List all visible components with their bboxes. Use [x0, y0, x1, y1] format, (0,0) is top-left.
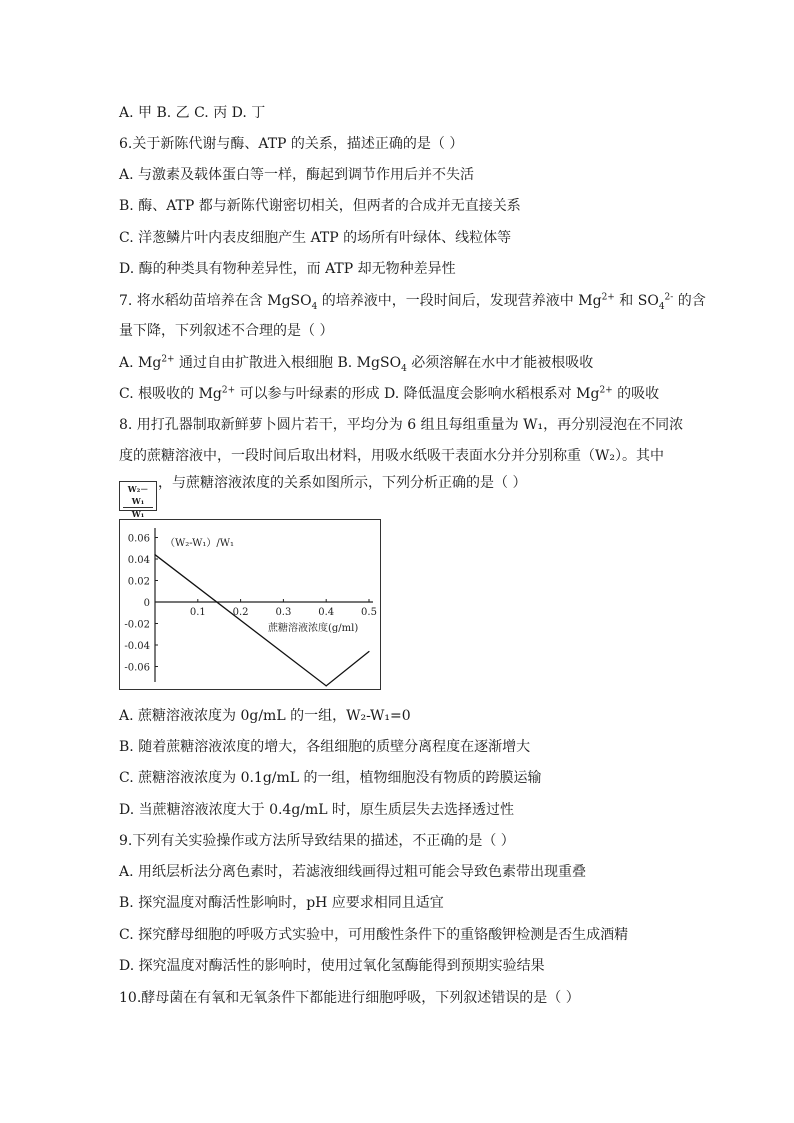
x-tick-label: 0.3	[275, 607, 292, 618]
q6-option-c: C. 洋葱鳞片叶内表皮细胞产生 ATP 的场所有叶绿体、线粒体等	[119, 230, 512, 246]
y-tick-label: 0.04	[127, 555, 150, 566]
data-point	[368, 651, 369, 652]
y-tick-label: 0.06	[127, 533, 150, 545]
y-tick-label: 0.02	[127, 576, 150, 588]
q6-option-b: B. 酶、ATP 都与新陈代谢密切相关，但两者的合成并无直接关系	[119, 198, 521, 214]
q9-option-a: A. 用纸层析法分离色素时，若滤液细线画得过粗可能会导致色素带出现重叠	[119, 864, 587, 880]
fraction-numerator: W₂－W₁	[123, 483, 153, 508]
x-axis-label: 蔗糖溶液浓度(g/ml)	[268, 623, 359, 634]
y-tick-label: -0.02	[124, 619, 150, 631]
q7-options-ab: A. $Mg^{2+}$ 通过自由扩散进入根细胞 B. MgSO$_4$ 必须溶解在水中才能被根吸收	[119, 354, 594, 374]
x-tick-label: 0.5	[361, 607, 377, 618]
q8-option-b: B. 随着蔗糖溶液浓度的增大，各组细胞的质壁分离程度在逐渐增大	[119, 739, 531, 755]
q5-options: A. 甲 B. 乙 C. 丙 D. 丁	[119, 105, 266, 121]
data-point	[326, 685, 327, 686]
q6-option-a: A. 与激素及载体蛋白等一样，酶起到调节作用后并不失活	[119, 167, 475, 183]
q9-option-d: D. 探究温度对酶活性的影响时，使用过氧化氢酶能得到预期实验结果	[119, 958, 545, 974]
x-tick-label: 0.1	[189, 607, 206, 618]
q7-stem-line2: 量下降，下列叙述不合理的是（ ）	[119, 323, 334, 339]
q8-stem-line1: 8. 用打孔器制取新鲜萝卜圆片若干，平均分为 6 组且每组重量为 W₁，再分别浸泡在不同浓	[119, 417, 684, 433]
y-axis-label: （W₂-W₁）/W₁	[165, 538, 235, 549]
line-chart	[120, 520, 380, 689]
y-tick-label: -0.04	[124, 641, 150, 652]
q8-stem-line2: 度的蔗糖溶液中，一段时间后取出材料，用吸水纸吸干表面水分并分别称重（W₂）。其中	[119, 448, 664, 464]
q9-option-b: B. 探究温度对酶活性影响时，pH 应要求相同且适宜	[119, 895, 444, 911]
x-tick-label: 0.2	[232, 607, 249, 618]
q7-stem-line1: 7. 将水稻幼苗培养在含 MgSO$_4$ 的培养液中，一段时间后，发现营养液中 $Mg^{2+}$ 和 $SO_4^{2-}$ 的含	[119, 292, 706, 312]
q6-stem: 6.关于新陈代谢与酶、ATP 的关系，描述正确的是（ ）	[119, 136, 464, 152]
fraction-formula	[119, 481, 157, 519]
series-line	[155, 555, 369, 686]
q8-option-d: D. 当蔗糖溶液浓度大于 0.4g/mL 时，原生质层失去选择透过性	[119, 802, 515, 818]
q6-option-d: D. 酶的种类具有物种差异性，而 ATP 却无物种差异性	[119, 261, 456, 277]
y-tick-label: 0	[143, 598, 150, 609]
q9-option-c: C. 探究酵母细胞的呼吸方式实验中，可用酸性条件下的重铬酸钾检测是否生成酒精	[119, 927, 629, 943]
fraction-denominator: W₁	[131, 509, 145, 519]
q8-option-a: A. 蔗糖溶液浓度为 0g/mL 的一组，W₂-W₁=0	[119, 708, 411, 724]
q10-stem: 10.酵母菌在有氧和无氧条件下都能进行细胞呼吸，下列叙述错误的是（ ）	[119, 990, 580, 1006]
x-tick-label: 0.4	[318, 607, 335, 618]
data-point	[154, 554, 155, 555]
q8-option-c: C. 蔗糖溶液浓度为 0.1g/mL 的一组，植物细胞没有物质的跨膜运输	[119, 770, 542, 786]
q8-stem-line3: ，与蔗糖溶液浓度的关系如图所示，下列分析正确的是（ ）	[158, 475, 527, 491]
chart-frame	[119, 519, 381, 690]
q9-stem: 9.下列有关实验操作或方法所导致结果的描述，不正确的是（ ）	[119, 833, 515, 849]
q7-options-cd: C. 根吸收的 $Mg^{2+}$ 可以参与叶绿素的形成 D. 降低温度会影响水稻根系对 $Mg^{2+}$ 的吸收	[119, 385, 660, 402]
y-tick-label: -0.06	[124, 662, 150, 674]
